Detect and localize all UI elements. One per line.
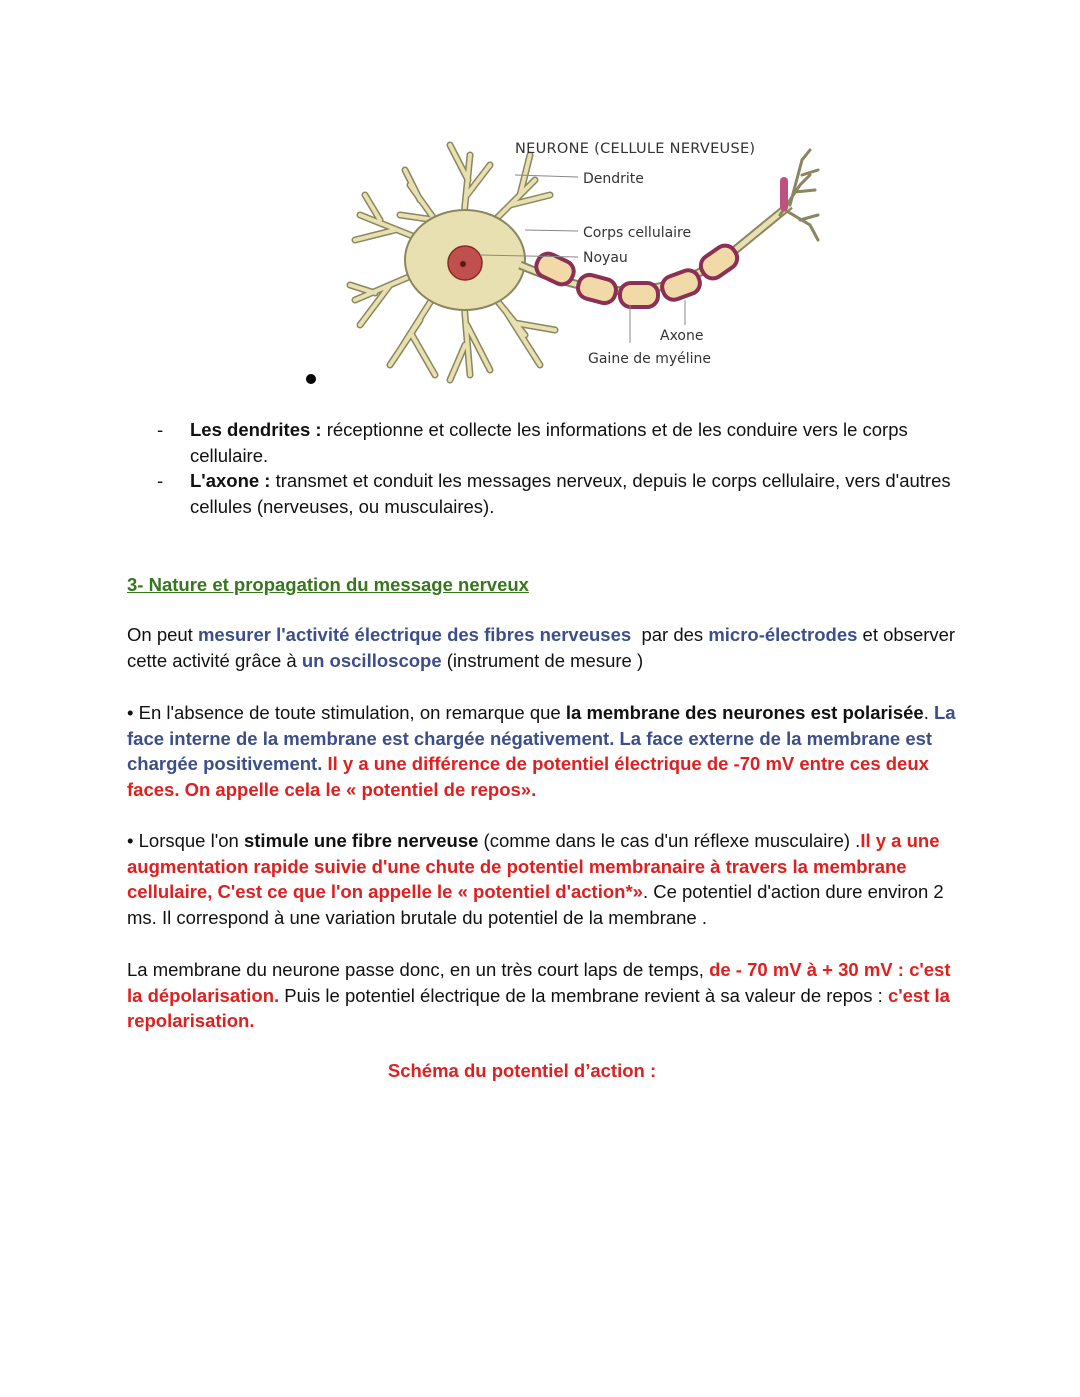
highlight-activity: mesurer l'activité électrique des fibres nerveuses xyxy=(197,624,632,645)
text-run: (comme dans le cas d'un réflexe musculaire) . xyxy=(478,830,861,851)
paragraph-depolarisation xyxy=(127,957,957,1034)
highlight-action-potential: Il y a une augmentation rapide suivie d'une chute de potentiel membranaire à travers la membrane cellulaire, C'est ce que l'on appelle le « potentiel d'action*» xyxy=(127,830,940,902)
highlight-charges: La face interne de la membrane est chargée négativement. La face externe de la membrane est chargée positivement. xyxy=(127,702,956,774)
bold-polarised: la membrane des neurones est polarisée xyxy=(565,702,924,723)
text-run: . xyxy=(923,702,934,723)
term-dendrites: Les dendrites : xyxy=(190,419,322,440)
highlight-electrodes: micro-électrodes xyxy=(708,624,858,645)
definition-dendrites: réceptionne et collecte les informations et de les conduire vers le corps cellulaire. xyxy=(190,419,908,466)
text-run: . Ce potentiel d'action dure environ 2 ms. Il correspond à une variation brutale du potentiel de la membrane . xyxy=(127,881,944,928)
schema-title: Schéma du potentiel d’action : xyxy=(387,1060,657,1081)
neuron-diagram xyxy=(340,125,820,390)
label-corps-cellulaire: Corps cellulaire xyxy=(583,225,692,241)
highlight-depolarisation: de - 70 mV à + 30 mV : c'est la dépolarisation. xyxy=(127,959,951,1006)
dash-marker: - xyxy=(157,470,164,491)
term-axone: L'axone : xyxy=(190,470,271,491)
text-run: (instrument de mesure ) xyxy=(441,649,644,671)
text-run: La membrane du neurone passe donc, en un très court laps de temps, xyxy=(127,959,710,980)
highlight-resting-potential: Il y a une différence de potentiel électrique de -70 mV entre ces deux faces. On appelle cela le « potentiel de repos». xyxy=(127,753,929,800)
neuron-figure xyxy=(340,125,820,390)
list-item xyxy=(127,468,957,519)
highlight-repolarisation: c'est la repolarisation. xyxy=(127,984,950,1031)
highlight-oscilloscope: un oscilloscope xyxy=(301,649,442,671)
bullet-dot xyxy=(306,374,316,384)
definition-axone: transmet et conduit les messages nerveux, depuis le corps cellulaire, vers d'autres cellules (nerveuses, ou musculaires). xyxy=(190,470,951,517)
text-run: On peut xyxy=(127,624,198,645)
text-run: • En l'absence de toute stimulation, on remarque que xyxy=(127,702,566,723)
text-run: • Lorsque l'on xyxy=(127,830,244,851)
dash-marker: - xyxy=(157,419,164,440)
paragraph-action xyxy=(127,828,957,930)
figure-title: NEURONE (CELLULE NERVEUSE) xyxy=(515,141,756,157)
text-run: Puis le potentiel électrique de la membrane revient à sa valeur de repos : xyxy=(279,984,888,1006)
label-noyau: Noyau xyxy=(583,250,628,266)
list-item xyxy=(127,417,957,468)
definition-list xyxy=(127,417,957,519)
text-run: par des xyxy=(631,624,709,645)
section-heading: 3- Nature et propagation du message nerveux xyxy=(127,574,529,595)
label-dendrite: Dendrite xyxy=(583,171,644,187)
bold-stimulate: stimule une fibre nerveuse xyxy=(243,830,479,851)
paragraph-measure xyxy=(127,622,957,673)
label-axone: Axone xyxy=(660,328,704,344)
label-gaine-myeline: Gaine de myéline xyxy=(588,351,712,367)
text-run: et observer cette activité grâce à xyxy=(127,624,956,671)
paragraph-resting xyxy=(127,700,957,802)
myelin-sheath xyxy=(533,241,742,307)
